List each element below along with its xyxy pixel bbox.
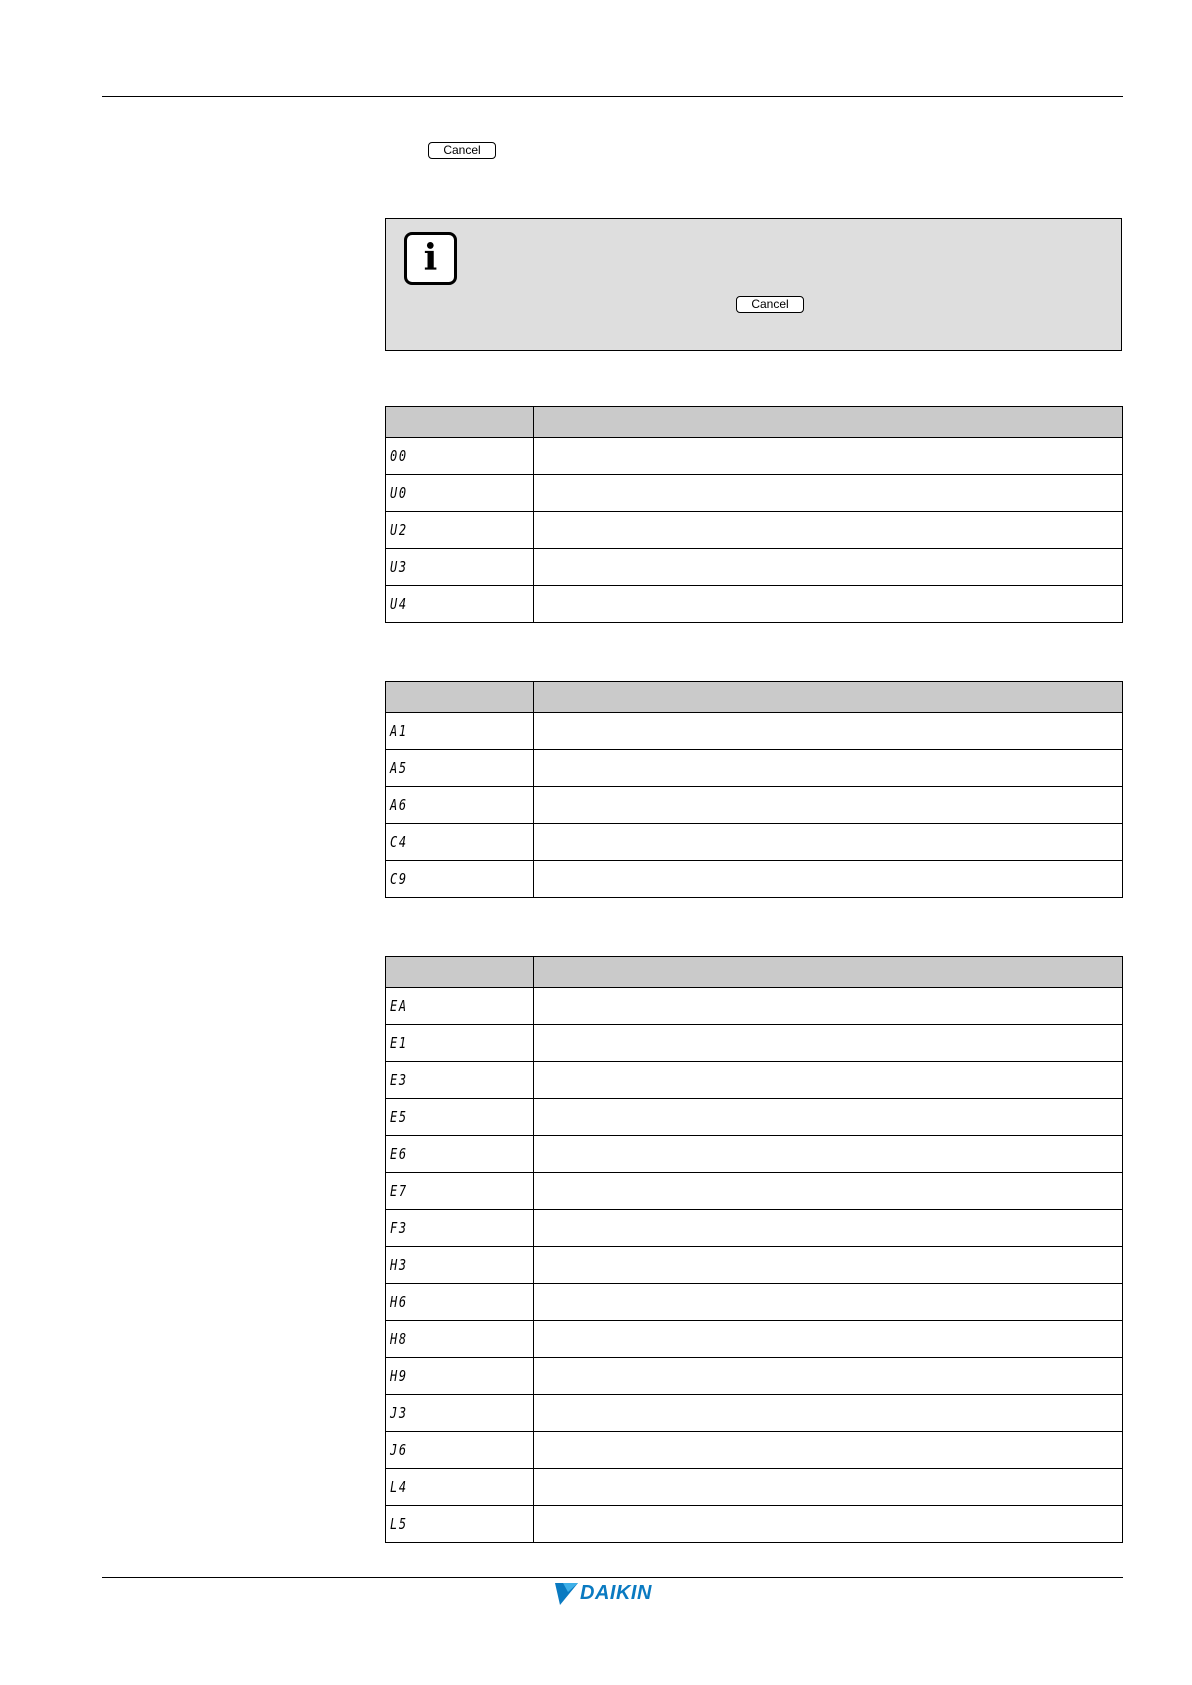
table-row: [386, 1358, 1123, 1395]
info-icon: i: [404, 232, 457, 285]
table-row: [386, 1395, 1123, 1432]
daikin-triangle-icon: [554, 1581, 580, 1607]
table-row: [386, 1247, 1123, 1284]
table-row: [386, 1506, 1123, 1543]
table-row: [386, 861, 1123, 898]
desc-cell: [534, 750, 1123, 787]
desc-cell: [534, 1210, 1123, 1247]
table-row: [386, 1062, 1123, 1099]
desc-cell: [534, 438, 1123, 475]
cancel-button[interactable]: Cancel: [428, 142, 496, 159]
table-row: [386, 1284, 1123, 1321]
code-cell: J3: [386, 1395, 534, 1432]
code-cell: H8: [386, 1321, 534, 1358]
desc-cell: [534, 1506, 1123, 1543]
code-cell: U2: [386, 512, 534, 549]
table-row: [386, 824, 1123, 861]
code-cell: J6: [386, 1432, 534, 1469]
table-row: [386, 1173, 1123, 1210]
code-cell: E5: [386, 1099, 534, 1136]
code-cell: F3: [386, 1210, 534, 1247]
note-cancel-button[interactable]: Cancel: [736, 296, 804, 313]
code-cell: E3: [386, 1062, 534, 1099]
error-code-table-2: [385, 681, 1123, 898]
desc-cell: [534, 512, 1123, 549]
table-row: [386, 475, 1123, 512]
code-cell: A6: [386, 787, 534, 824]
code-cell: H9: [386, 1358, 534, 1395]
table-row: [386, 1432, 1123, 1469]
desc-cell: [534, 1358, 1123, 1395]
desc-cell: [534, 549, 1123, 586]
code-cell: EA: [386, 988, 534, 1025]
daikin-logo: [554, 1581, 670, 1607]
header-rule: [102, 96, 1123, 97]
desc-cell: [534, 1247, 1123, 1284]
desc-cell: [534, 988, 1123, 1025]
table-row: [386, 713, 1123, 750]
desc-cell: [534, 475, 1123, 512]
table-row: [386, 1099, 1123, 1136]
code-cell: H3: [386, 1247, 534, 1284]
table-row: [386, 438, 1123, 475]
code-cell: L4: [386, 1469, 534, 1506]
table-row: [386, 512, 1123, 549]
desc-cell: [534, 1099, 1123, 1136]
code-cell: U4: [386, 586, 534, 623]
code-cell: U3: [386, 549, 534, 586]
code-cell: U0: [386, 475, 534, 512]
code-cell: L5: [386, 1506, 534, 1543]
code-cell: E7: [386, 1173, 534, 1210]
table-row: [386, 1321, 1123, 1358]
table-row: [386, 750, 1123, 787]
table-row: [386, 549, 1123, 586]
code-cell: 00: [386, 438, 534, 475]
table-row: [386, 1210, 1123, 1247]
code-cell: E1: [386, 1025, 534, 1062]
desc-cell: [534, 586, 1123, 623]
desc-cell: [534, 787, 1123, 824]
table-row: [386, 586, 1123, 623]
code-cell: H6: [386, 1284, 534, 1321]
table-header-row: [386, 682, 1123, 713]
code-cell: A5: [386, 750, 534, 787]
table-row: [386, 1136, 1123, 1173]
desc-cell: [534, 861, 1123, 898]
desc-cell: [534, 1136, 1123, 1173]
table-header-row: [386, 957, 1123, 988]
table-row: [386, 988, 1123, 1025]
table-row: [386, 1025, 1123, 1062]
info-note: [385, 218, 1122, 351]
footer-rule: [102, 1577, 1123, 1578]
desc-cell: [534, 1173, 1123, 1210]
desc-cell: [534, 1062, 1123, 1099]
desc-cell: [534, 713, 1123, 750]
desc-cell: [534, 1025, 1123, 1062]
logo-text: DAIKIN: [580, 1582, 652, 1604]
error-code-table-3: [385, 956, 1123, 1543]
desc-cell: [534, 824, 1123, 861]
code-cell: A1: [386, 713, 534, 750]
desc-cell: [534, 1321, 1123, 1358]
desc-cell: [534, 1395, 1123, 1432]
code-cell: C4: [386, 824, 534, 861]
table-row: [386, 1469, 1123, 1506]
desc-cell: [534, 1432, 1123, 1469]
error-code-table-1: [385, 406, 1123, 623]
desc-cell: [534, 1284, 1123, 1321]
code-cell: C9: [386, 861, 534, 898]
table-row: [386, 787, 1123, 824]
code-cell: E6: [386, 1136, 534, 1173]
table-header-row: [386, 407, 1123, 438]
desc-cell: [534, 1469, 1123, 1506]
